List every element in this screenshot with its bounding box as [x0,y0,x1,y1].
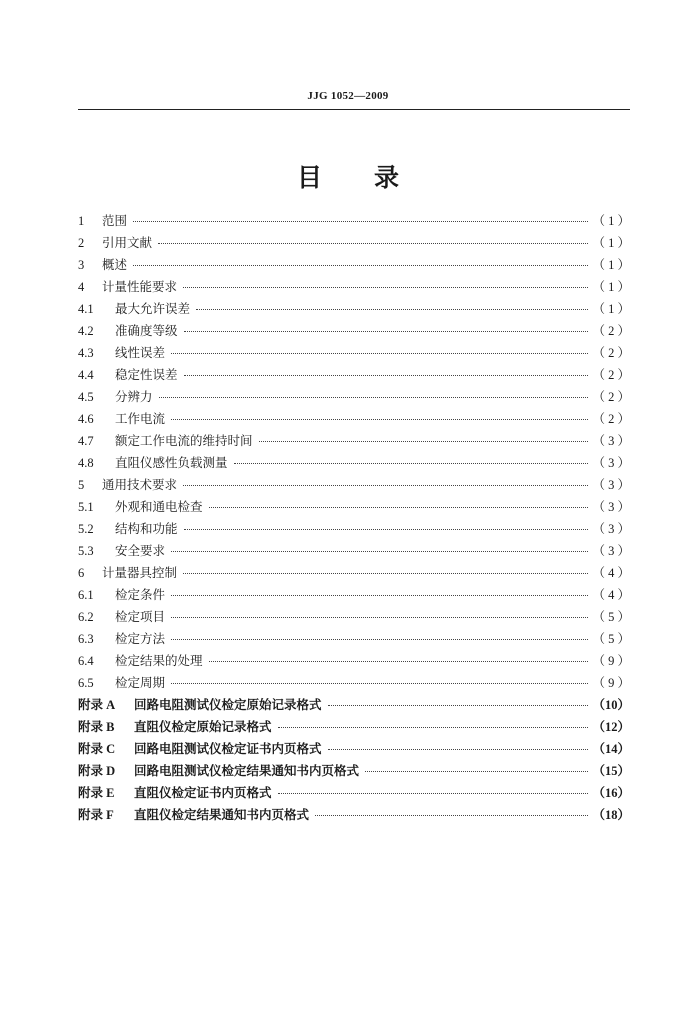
toc-entry[interactable] [78,276,630,298]
toc-entry-title: 直阻仪感性负载测量 [115,455,228,470]
toc-entry[interactable] [78,254,630,276]
toc-entry-title: 概述 [102,257,128,272]
toc-entry-title: 直阻仪检定证书内页格式 [134,785,272,800]
toc-entry-number: 6.2 [78,610,94,624]
toc-entry-title: 回路电阻测试仪检定原始记录格式 [134,697,322,712]
table-of-contents [78,210,630,826]
toc-entry[interactable] [78,232,630,254]
toc-entry-page: （15） [592,764,630,778]
toc-entry-number: 附录 E [78,786,115,800]
toc-entry-title: 回路电阻测试仪检定证书内页格式 [134,741,322,756]
toc-dot-leader [278,727,589,728]
toc-entry[interactable] [78,518,630,540]
toc-dot-leader [158,243,588,244]
toc-entry-page: （12） [592,720,630,734]
toc-entry-page: （14） [592,742,630,756]
toc-entry-page: （ 1 ） [592,214,630,228]
page-header-code: JJG 1052—2009 [307,90,389,102]
toc-entry[interactable] [78,364,630,386]
toc-entry[interactable] [78,452,630,474]
toc-entry-page: （ 4 ） [592,588,630,602]
toc-entry-number: 6.5 [78,676,94,690]
toc-entry-number: 5.3 [78,544,94,558]
toc-entry-title: 工作电流 [115,411,166,426]
toc-entry-page: （ 3 ） [592,500,630,514]
toc-entry-page: （ 1 ） [592,302,630,316]
toc-dot-leader [184,375,589,376]
toc-entry[interactable] [78,540,630,562]
toc-entry[interactable] [78,650,630,672]
toc-entry-number: 5.1 [78,500,94,514]
toc-entry-page: （18） [592,808,630,822]
header-divider [78,109,630,110]
toc-entry-number: 4.3 [78,346,94,360]
toc-entry[interactable] [78,496,630,518]
toc-entry[interactable] [78,672,630,694]
toc-entry-title: 检定方法 [115,631,166,646]
toc-entry-number: 6.3 [78,632,94,646]
toc-entry-number: 4.6 [78,412,94,426]
toc-dot-leader [171,419,588,420]
toc-entry-title: 稳定性误差 [115,367,178,382]
toc-entry-number: 4.7 [78,434,94,448]
toc-entry-number: 2 [78,236,85,250]
toc-entry[interactable] [78,320,630,342]
toc-entry-number: 6.4 [78,654,94,668]
toc-entry-number: 附录 A [78,698,116,712]
toc-dot-leader [278,793,589,794]
toc-entry[interactable] [78,474,630,496]
toc-entry-title: 检定结果的处理 [115,653,203,668]
toc-entry[interactable] [78,342,630,364]
toc-entry[interactable] [78,694,630,716]
toc-dot-leader [171,617,588,618]
toc-entry-number: 3 [78,258,85,272]
toc-entry-page: （ 4 ） [592,566,630,580]
toc-entry[interactable] [78,408,630,430]
toc-entry-number: 5.2 [78,522,94,536]
page-title-char-1: 目 [296,163,322,192]
toc-entry-number: 6.1 [78,588,94,602]
toc-entry-number: 4.2 [78,324,94,338]
toc-entry-title: 引用文献 [102,235,153,250]
toc-entry-number: 1 [78,214,85,228]
toc-entry-title: 回路电阻测试仪检定结果通知书内页格式 [134,763,360,778]
toc-dot-leader [234,463,589,464]
toc-entry-number: 5 [78,478,85,492]
toc-entry-title: 线性误差 [115,345,166,360]
toc-entry-page: （ 3 ） [592,478,630,492]
page-title [0,160,696,196]
toc-dot-leader [209,507,589,508]
toc-entry-page: （ 2 ） [592,346,630,360]
toc-entry-number: 6 [78,566,85,580]
toc-dot-leader [196,309,588,310]
toc-entry-number: 4.8 [78,456,94,470]
toc-dot-leader [183,573,588,574]
toc-entry-page: （ 2 ） [592,324,630,338]
toc-entry-title: 检定周期 [115,675,166,690]
toc-entry-page: （ 9 ） [592,654,630,668]
toc-dot-leader [171,551,588,552]
toc-entry-page: （ 1 ） [592,236,630,250]
toc-dot-leader [171,595,588,596]
toc-dot-leader [133,221,588,222]
toc-entry-number: 4.4 [78,368,94,382]
toc-entry[interactable] [78,782,630,804]
toc-entry[interactable] [78,804,630,826]
toc-entry-title: 额定工作电流的维持时间 [115,433,253,448]
toc-entry-number: 4.5 [78,390,94,404]
toc-entry[interactable] [78,584,630,606]
toc-dot-leader [184,529,589,530]
toc-entry[interactable] [78,430,630,452]
toc-entry[interactable] [78,628,630,650]
toc-dot-leader [184,331,589,332]
toc-entry-number: 附录 C [78,742,116,756]
toc-dot-leader [328,705,589,706]
toc-entry-title: 检定条件 [115,587,166,602]
toc-entry-title: 外观和通电检查 [115,499,203,514]
toc-entry-page: （10） [592,698,630,712]
toc-dot-leader [365,771,588,772]
toc-entry-page: （ 3 ） [592,522,630,536]
toc-entry-title: 通用技术要求 [102,477,178,492]
toc-entry-number: 4 [78,280,85,294]
toc-dot-leader [171,639,588,640]
toc-entry[interactable] [78,760,630,782]
toc-dot-leader [328,749,589,750]
toc-entry-title: 结构和功能 [115,521,178,536]
toc-entry[interactable] [78,298,630,320]
toc-entry-page: （ 2 ） [592,390,630,404]
toc-entry[interactable] [78,606,630,628]
page-title-char-2: 录 [374,163,400,192]
toc-entry-number: 附录 D [78,764,116,778]
toc-entry-page: （ 1 ） [592,280,630,294]
toc-entry-page: （ 2 ） [592,412,630,426]
toc-entry[interactable] [78,562,630,584]
toc-entry-title: 直阻仪检定结果通知书内页格式 [134,807,310,822]
toc-entry-title: 直阻仪检定原始记录格式 [134,719,272,734]
toc-dot-leader [183,485,588,486]
toc-entry-page: （ 2 ） [592,368,630,382]
toc-entry[interactable] [78,716,630,738]
toc-entry[interactable] [78,738,630,760]
toc-entry-number: 附录 B [78,720,115,734]
toc-dot-leader [159,397,589,398]
toc-dot-leader [315,815,588,816]
toc-entry-number: 4.1 [78,302,94,316]
toc-entry-number: 附录 F [78,808,114,822]
toc-entry-title: 计量器具控制 [102,565,178,580]
toc-dot-leader [259,441,589,442]
toc-entry-page: （ 3 ） [592,456,630,470]
toc-dot-leader [171,683,588,684]
toc-entry[interactable] [78,210,630,232]
toc-entry-page: （ 3 ） [592,434,630,448]
toc-entry-page: （ 3 ） [592,544,630,558]
toc-entry-title: 检定项目 [115,609,166,624]
toc-entry-page: （16） [592,786,630,800]
toc-entry-page: （ 9 ） [592,676,630,690]
toc-entry-page: （ 5 ） [592,632,630,646]
toc-entry-title: 分辨力 [115,389,153,404]
toc-entry-title: 安全要求 [115,543,166,558]
toc-entry-page: （ 1 ） [592,258,630,272]
toc-dot-leader [183,287,588,288]
toc-entry-title: 最大允许误差 [115,301,191,316]
toc-entry-title: 准确度等级 [115,323,178,338]
toc-entry-title: 范围 [102,213,128,228]
toc-entry-page: （ 5 ） [592,610,630,624]
toc-dot-leader [171,353,588,354]
toc-entry-title: 计量性能要求 [102,279,178,294]
toc-dot-leader [209,661,589,662]
toc-entry[interactable] [78,386,630,408]
toc-dot-leader [133,265,588,266]
